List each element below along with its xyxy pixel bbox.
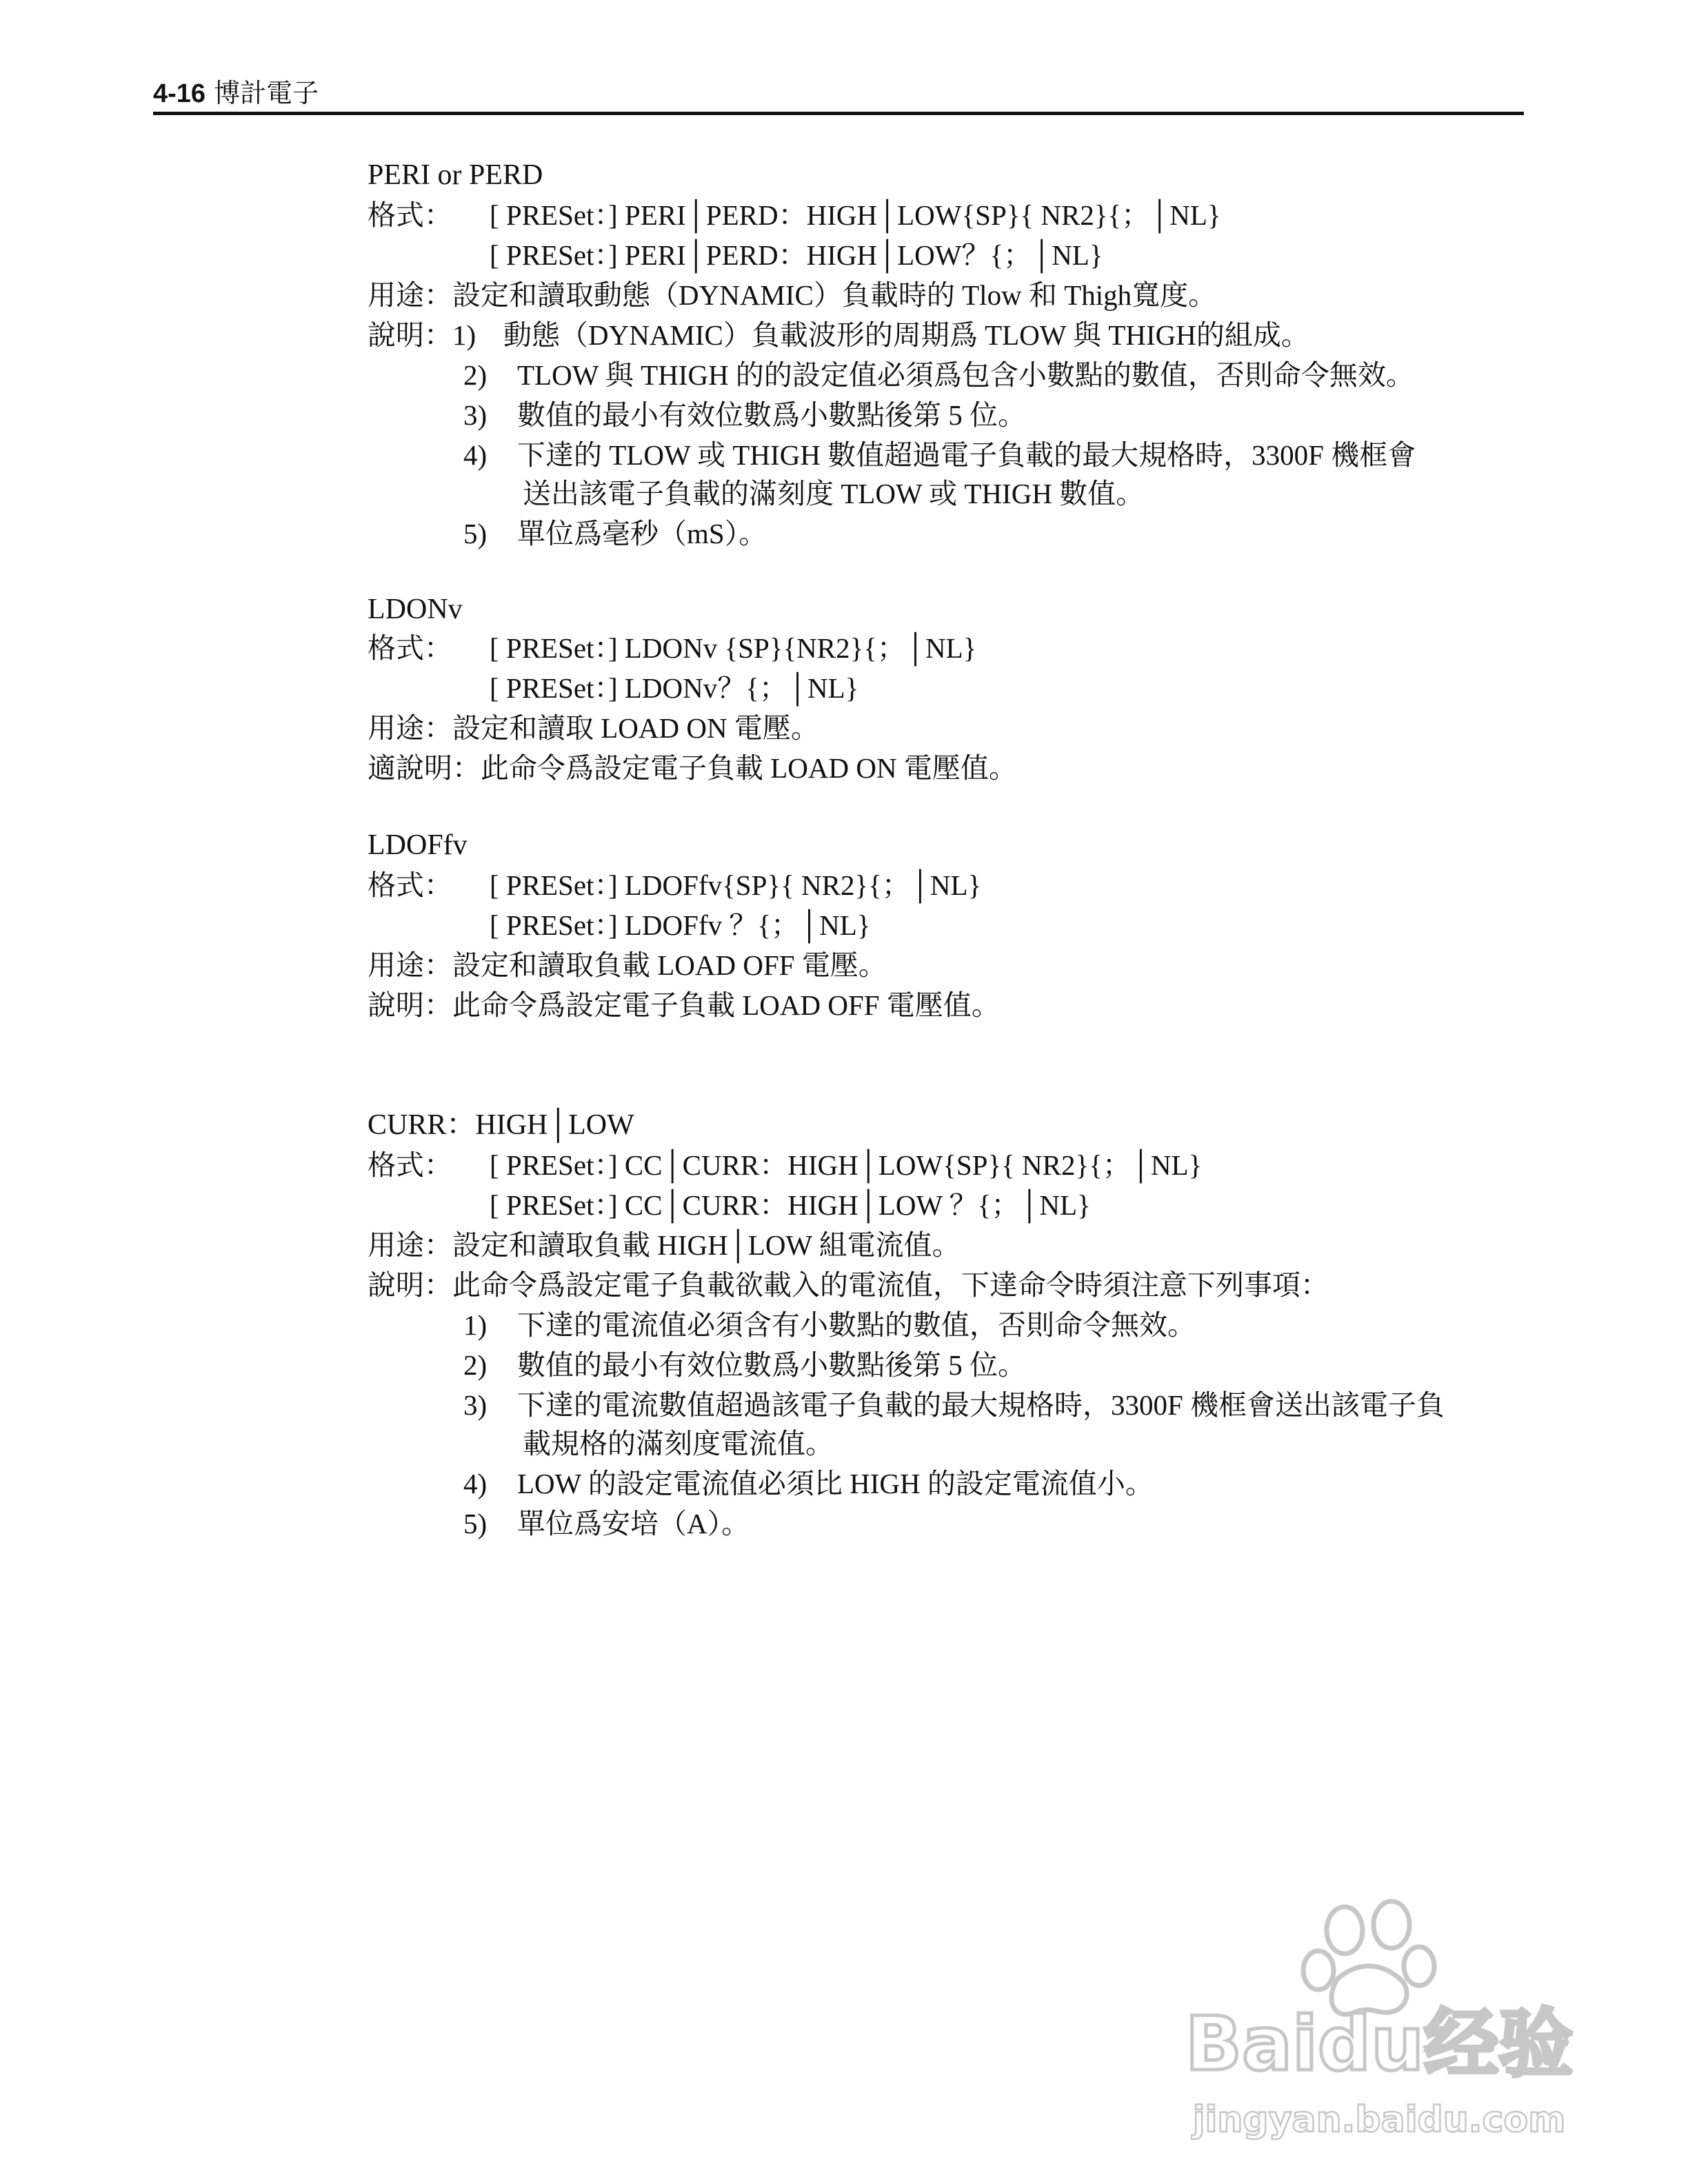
item-number: 5) [463,518,488,549]
item-number: 4) [463,1468,488,1499]
item-number: 2) [463,359,488,391]
watermark-url: jingyan.baidu.com [1192,2099,1566,2141]
format-line: [ PRESet：] CC│CURR：HIGH│LOW{SP}{ NR2}{；│NL} [490,1149,1203,1181]
item-number: 1) [452,319,476,351]
format-row [368,629,976,667]
section-title-ldoffv: LDOFfv [368,829,468,861]
item-text: 數值的最小有效位數爲小數點後第 5 位。 [517,399,1026,431]
format-line: [ PRESet：] PERI│PERD：HIGH│LOW{SP}{ NR2}{；│NL} [490,199,1221,231]
format-line: [ PRESet：] LDONv {SP}{NR2}{；│NL} [490,632,977,664]
format-line: [ PRESet：] LDONv？{；│NL} [490,672,859,704]
list-item [463,1346,1026,1384]
desc-row [368,316,1309,354]
item-text: 單位爲毫秒（mS）。 [517,518,767,549]
desc-label: 說明： [368,989,452,1021]
usage-row [368,276,1216,314]
list-item [463,1504,750,1543]
desc-row [368,986,1000,1024]
list-item [463,436,1416,474]
usage-text: 設定和讀取 LOAD ON 電壓。 [452,712,819,744]
desc-text: 此命令爲設定電子負載 LOAD OFF 電壓值。 [452,989,1000,1021]
format-row [368,196,1221,234]
publisher-name: 博計電子 [214,79,319,108]
list-item [463,1386,1445,1424]
item-text: 下達的電流值必須含有小數點的數值，否則命令無效。 [517,1309,1196,1341]
list-item [463,356,1414,394]
format-line: [ PRESet：] PERI│PERD：HIGH│LOW？{；│NL} [490,239,1103,271]
item-continuation: 載規格的滿刻度電流值。 [523,1428,834,1459]
format-line: [ PRESet：] LDOFfv{SP}{ NR2}{；│NL} [490,869,982,901]
usage-text: 設定和讀取負載 LOAD OFF 電壓。 [452,949,887,981]
usage-row [368,946,887,984]
desc-row [368,1266,1329,1304]
format-label: 格式： [368,1149,452,1181]
list-item [463,1464,1154,1503]
format-row [368,1146,1202,1184]
usage-row [368,709,819,747]
item-number: 1) [463,1309,488,1341]
section-title-peri-perd: PERI or PERD [368,159,543,191]
item-number: 5) [463,1508,488,1539]
item-number: 4) [463,439,488,471]
list-item [463,514,767,553]
format-line: [ PRESet：] LDOFfv ？{；│NL} [490,909,871,941]
page-header [153,77,319,110]
list-item [463,396,1026,434]
item-text: LOW 的設定電流值必須比 HIGH 的設定電流值小。 [517,1468,1154,1499]
format-row [368,866,981,904]
desc-text: 此命令爲設定電子負載欲載入的電流值，下達命令時須注意下列事項： [452,1269,1329,1301]
desc-label: 說明： [368,1269,452,1301]
item-text: 動態（DYNAMIC）負載波形的周期爲 TLOW 與 THIGH的組成。 [503,319,1309,351]
item-text: 下達的電流數值超過該電子負載的最大規格時，3300F 機框會送出該電子負 [517,1389,1445,1421]
item-text: 數值的最小有效位數爲小數點後第 5 位。 [517,1349,1026,1381]
list-item [463,1306,1196,1344]
item-continuation: 送出該電子負載的滿刻度 TLOW 或 THIGH 數值。 [523,478,1145,509]
desc-text: 此命令爲設定電子負載 LOAD ON 電壓值。 [481,752,1017,784]
item-number: 3) [463,1389,488,1421]
usage-text: 設定和讀取負載 HIGH│LOW 組電流值。 [452,1229,961,1261]
section-title-ldonv: LDONv [368,594,463,625]
section-title-curr: CURR：HIGH│LOW [368,1109,634,1141]
usage-text: 設定和讀取動態（DYNAMIC）負載時的 Tlow 和 Thigh寬度。 [452,279,1217,311]
header-rule [153,112,1524,115]
usage-row [368,1226,961,1264]
baidu-watermark [1172,1889,1586,2151]
usage-label: 用途： [368,1229,452,1261]
usage-label: 用途： [368,712,452,744]
desc-label: 說明： [368,319,452,351]
format-line: [ PRESet：] CC│CURR：HIGH│LOW ？{；│NL} [490,1189,1091,1221]
page-number: 4-16 [153,79,206,108]
desc-row [368,749,1017,787]
format-label: 格式： [368,632,452,664]
format-label: 格式： [368,199,452,231]
usage-label: 用途： [368,279,452,311]
item-text: 下達的 TLOW 或 THIGH 數值超過電子負載的最大規格時，3300F 機框會 [517,439,1416,471]
watermark-brand: Baidu经验 [1185,2001,1574,2087]
item-text: 單位爲安培（A）。 [517,1508,750,1539]
usage-label: 用途： [368,949,452,981]
item-number: 3) [463,399,488,431]
desc-label: 適說明： [368,752,481,784]
item-text: TLOW 與 THIGH 的的設定值必須爲包含小數點的數值，否則命令無效。 [517,359,1414,391]
item-number: 2) [463,1349,488,1381]
baidu-paw-logo-icon [1172,1889,1586,2151]
format-label: 格式： [368,869,452,901]
